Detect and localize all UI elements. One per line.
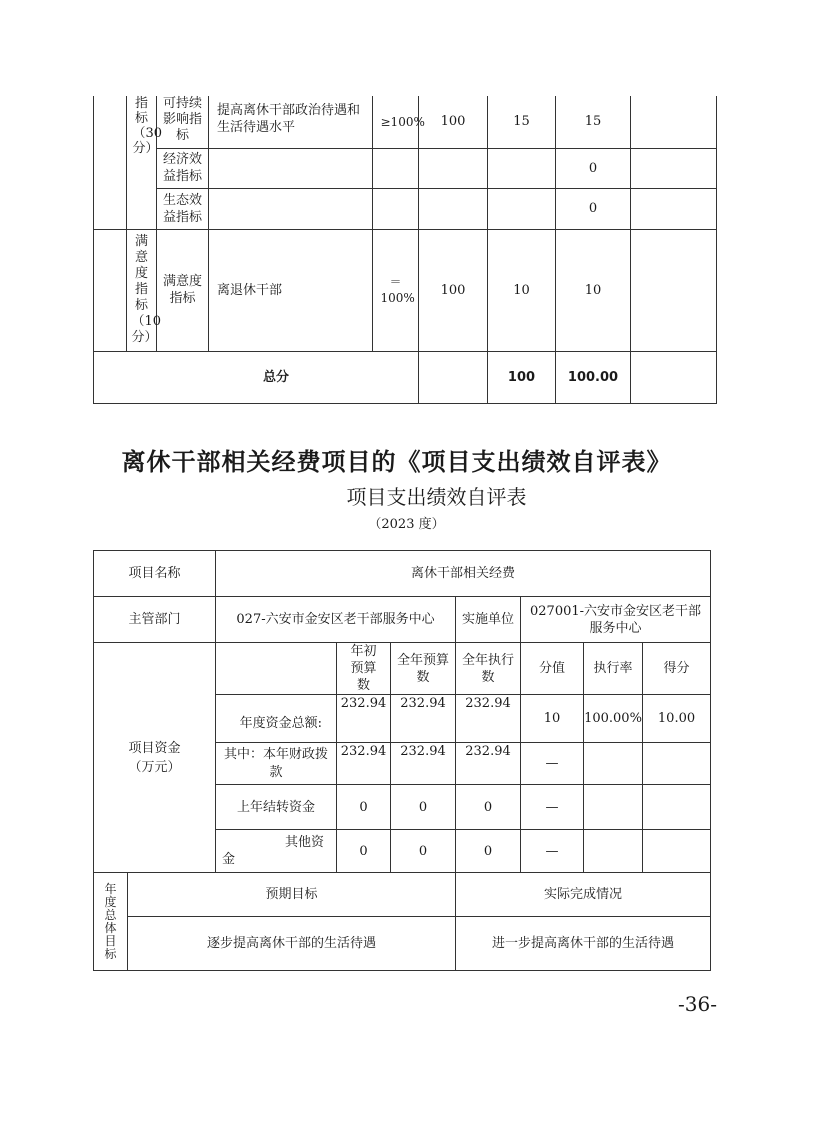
- row-total-rate: 100.00%: [584, 695, 643, 743]
- dept-value: 027-六安市金安区老干部服务中心: [216, 597, 456, 643]
- goal-label: 年度总体目标: [94, 873, 128, 971]
- project-name-value: 离休干部相关经费: [216, 551, 711, 597]
- blank-cell: [94, 96, 127, 229]
- row-other-score: [643, 830, 711, 873]
- satisfaction-group: 满意度指标（10分）: [127, 229, 157, 351]
- row-carryover-score: [643, 785, 711, 830]
- row-total-executed: 232.94: [456, 695, 521, 743]
- row-total-full: 232.94: [391, 695, 456, 743]
- satisfaction-actual: 100: [419, 229, 488, 351]
- econ-indicator-label: 经济效益指标: [157, 148, 209, 188]
- indicator-table: [93, 96, 717, 404]
- row-carryover-initial: 0: [337, 785, 391, 830]
- form-title: 项目支出绩效自评表: [346, 485, 527, 509]
- output-indicator-group: 指标（30分）: [127, 96, 157, 229]
- total-label: 总分: [94, 351, 419, 403]
- funds-label: 项目资金（万元）: [94, 643, 216, 873]
- row-fiscal-rate: [584, 743, 643, 785]
- row-other-label: 其他资 金: [216, 830, 337, 873]
- row-other-rate: [584, 830, 643, 873]
- satisfaction-target: ＝100%: [373, 229, 419, 351]
- row-fiscal-executed: 232.94: [456, 743, 521, 785]
- row-total-score: 10.00: [643, 695, 711, 743]
- satisfaction-weight: 10: [488, 229, 556, 351]
- row-carryover-weight: —: [521, 785, 584, 830]
- expected-value: 逐步提高离休干部的生活待遇: [128, 917, 456, 971]
- eco-target: [373, 188, 419, 229]
- row-other-weight: —: [521, 830, 584, 873]
- econ-notes: [631, 148, 717, 188]
- impl-label: 实施单位: [456, 597, 521, 643]
- eco-notes: [631, 188, 717, 229]
- row-fiscal-full: 232.94: [391, 743, 456, 785]
- satisfaction-score: 10: [556, 229, 631, 351]
- total-notes: [631, 351, 717, 403]
- header-budget-initial: 年初预算数: [337, 643, 391, 695]
- row-fiscal-initial: 232.94: [337, 743, 391, 785]
- row-carryover-full: 0: [391, 785, 456, 830]
- row-fiscal-score: [643, 743, 711, 785]
- row-carryover-rate: [584, 785, 643, 830]
- sustain-indicator-desc: 提高离休干部政治待遇和生活待遇水平: [209, 96, 373, 148]
- row-other-full: 0: [391, 830, 456, 873]
- header-blank: [216, 643, 337, 695]
- econ-actual: [419, 148, 488, 188]
- satisfaction-desc: 离退休干部: [209, 229, 373, 351]
- row-fiscal-label: 其中：本年财政拨款: [216, 743, 337, 785]
- header-weight: 分值: [521, 643, 584, 695]
- header-rate: 执行率: [584, 643, 643, 695]
- page-heading: 离休干部相关经费项目的《项目支出绩效自评表》: [121, 448, 672, 476]
- header-budget-full: 全年预算数: [391, 643, 456, 695]
- expected-label: 预期目标: [128, 873, 456, 917]
- dept-label: 主管部门: [94, 597, 216, 643]
- eco-indicator-label: 生态效益指标: [157, 188, 209, 229]
- project-table: [93, 550, 711, 971]
- eco-actual: [419, 188, 488, 229]
- project-name-label: 项目名称: [94, 551, 216, 597]
- blank-cell: [94, 229, 127, 351]
- row-carryover-executed: 0: [456, 785, 521, 830]
- row-other-initial: 0: [337, 830, 391, 873]
- actual-value: 进一步提高离休干部的生活待遇: [456, 917, 711, 971]
- sustain-indicator-label: 可持续影响指标: [157, 96, 209, 148]
- eco-desc: [209, 188, 373, 229]
- satisfaction-indicator-label: 满意度指标: [157, 229, 209, 351]
- econ-desc: [209, 148, 373, 188]
- sustain-weight: 15: [488, 96, 556, 148]
- total-blank: [419, 351, 488, 403]
- form-year: （2023 度）: [368, 517, 445, 532]
- eco-score: 0: [556, 188, 631, 229]
- econ-target: [373, 148, 419, 188]
- actual-label: 实际完成情况: [456, 873, 711, 917]
- sustain-notes: [631, 96, 717, 148]
- row-fiscal-weight: —: [521, 743, 584, 785]
- sustain-actual: 100: [419, 96, 488, 148]
- row-total-label: 年度资金总额:: [216, 695, 337, 743]
- row-total-initial: 232.94: [337, 695, 391, 743]
- row-other-executed: 0: [456, 830, 521, 873]
- impl-value: 027001-六安市金安区老干部服务中心: [521, 597, 711, 643]
- satisfaction-notes: [631, 229, 717, 351]
- econ-weight: [488, 148, 556, 188]
- econ-score: 0: [556, 148, 631, 188]
- total-weight: 100: [488, 351, 556, 403]
- row-total-weight: 10: [521, 695, 584, 743]
- page-number: -36-: [678, 992, 717, 1016]
- row-carryover-label: 上年结转资金: [216, 785, 337, 830]
- total-score: 100.00: [556, 351, 631, 403]
- header-score: 得分: [643, 643, 711, 695]
- eco-weight: [488, 188, 556, 229]
- sustain-target: ≥100%: [373, 96, 419, 148]
- sustain-score: 15: [556, 96, 631, 148]
- header-executed: 全年执行数: [456, 643, 521, 695]
